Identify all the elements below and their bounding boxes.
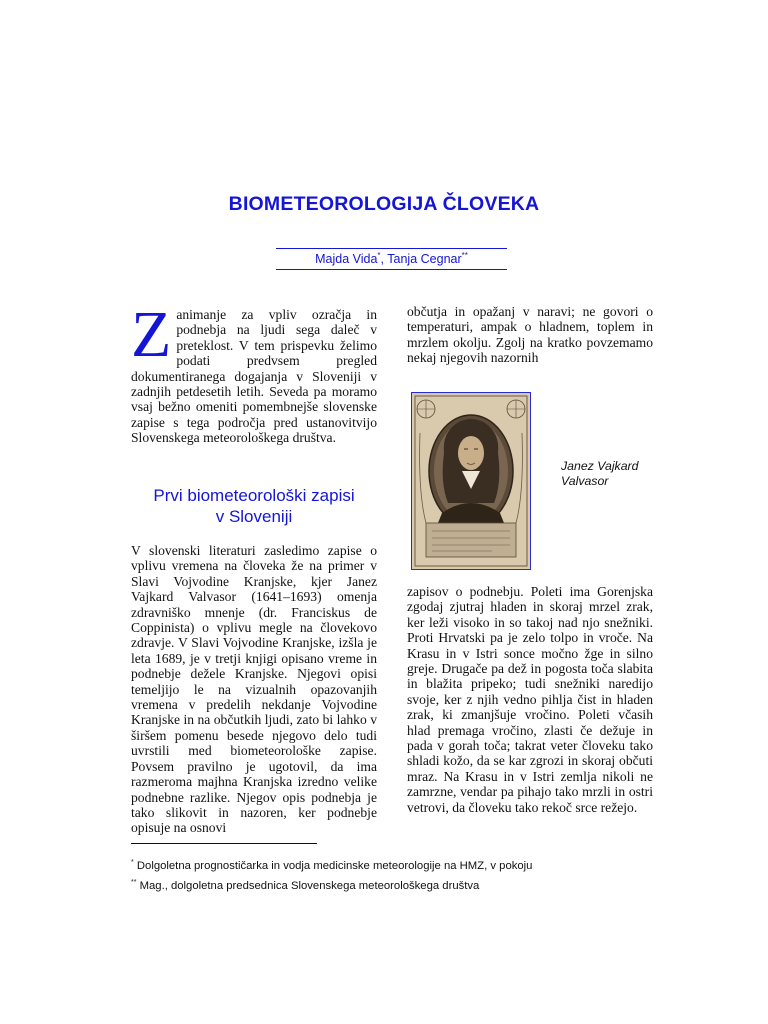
footnote-text: Dolgoletna prognostičarka in vodja medicinske meteorologije na HMZ, v pokoju xyxy=(133,860,533,872)
body-column-right-top xyxy=(407,304,653,366)
authors-rule-top xyxy=(276,248,507,249)
body-paragraph: zapisov o podnebju. Poleti ima Gorenjska zgodaj zjutraj hladen in skoraj mrzel zrak, ker leži visoko in so takoj nad njo snežniki. Proti Hrvatski pa je zelo tolpo in vroče. Na Krasu in v Istri sonce močno žge in silno greje. Drugače pa dež in pogosta toča slabita in blažita pripeko; tudi snežniki naredijo svoje, ker z njih vedno pihlja čist in hladen zrak, ki zmanjšuje vročino. Poleti včasih hlad premaga vročino, zlasti če dežuje in pada v gorah toča; takrat veter človeku tako shladi kožo, da se kar zgrozi in skoraj občuti mraz. Na Krasu in v Istri zemlja nikoli ne zamrzne, vendar pa pihajo tako mrzli in ostri vetrovi, da človeku tako rekoč srce režejo. xyxy=(407,584,653,815)
authors-line xyxy=(276,251,507,266)
article-title: BIOMETEOROLOGIJA ČLOVEKA xyxy=(228,193,540,215)
footnote-mark: * xyxy=(131,859,134,866)
body-paragraph: V slovenski literaturi zasledimo zapise o vplivu vremena na človeka že na primer v Slavi Vojvodine Kranjske, kjer Janez Vajkard Valvasor (1641–1693) omenja zdravniško mnenje (dr. Franciskus de Coppinista) o vplivu megle na človekovo zdravje. V Slavi Vojvodine Kranjske, izšla je leta 1689, je v tretji knjigi opisano vreme in podnebje dežele Kranjske. Njegovi opisi temeljijo le na vizualnih opazovanjih vremena v predelih nekdanje Vojvodine Kranjske in na občutkih ljudi, zato bi lahko v širšem pomenu besede njegovo delo tudi uvrstili med biometeorološke zapise. Povsem pravilno je ugotovil, da ima razmeroma majhna Kranjska izredno velike podnebne razlike. Njegov opis podnebja je tako slikovit in nazoren, ker podnebje opisuje na osnovi xyxy=(131,543,377,836)
section-heading xyxy=(131,485,377,527)
authors-rule-bottom xyxy=(276,269,507,270)
author-separator: , xyxy=(380,252,388,267)
caption-line: Janez Vajkard xyxy=(561,459,639,473)
intro-text: animanje za vpliv ozračja in podnebja na ljudi sega daleč v preteklost. V tem prispevku želimo podati predvsem pregled dokumentiranega dogajanja v Sloveniji v zadnjih petdesetih letih. Seveda pa moramo vsaj bežno omeniti pomembnejše slovenske zapise s tega področja pred ustanovitvijo Slovenskega meteorološkega društva. xyxy=(131,307,377,446)
intro-paragraph xyxy=(131,298,377,446)
body-paragraph: občutja in opažanj v naravi; ne govori o temperaturi, ampak o hladnem, toplem in mrzlem okolju. Zgolj na kratko povzemamo nekaj njegovih nazornih xyxy=(407,304,653,366)
author-footnote-mark: ** xyxy=(461,251,468,260)
footnote-text: Mag., dolgoletna predsednica Slovenskega meteorološkega društva xyxy=(136,880,480,892)
footnote xyxy=(131,879,691,892)
author-footnote-mark: * xyxy=(377,251,381,260)
footnote-separator xyxy=(131,843,317,844)
author-name: Tanja Cegnar xyxy=(387,252,462,267)
body-column-left xyxy=(131,543,377,836)
figure-caption xyxy=(561,459,671,489)
caption-line: Valvasor xyxy=(561,474,609,488)
author-name: Majda Vida xyxy=(315,252,378,267)
footnote xyxy=(131,859,691,872)
body-column-right xyxy=(407,584,653,815)
section-heading-line: Prvi biometeorološki zapisi xyxy=(153,486,355,505)
section-heading-line: v Sloveniji xyxy=(215,507,293,526)
portrait-image xyxy=(412,393,530,569)
portrait-engraving xyxy=(411,392,531,570)
drop-cap: Z xyxy=(131,298,172,371)
footnote-mark: ** xyxy=(131,879,137,886)
